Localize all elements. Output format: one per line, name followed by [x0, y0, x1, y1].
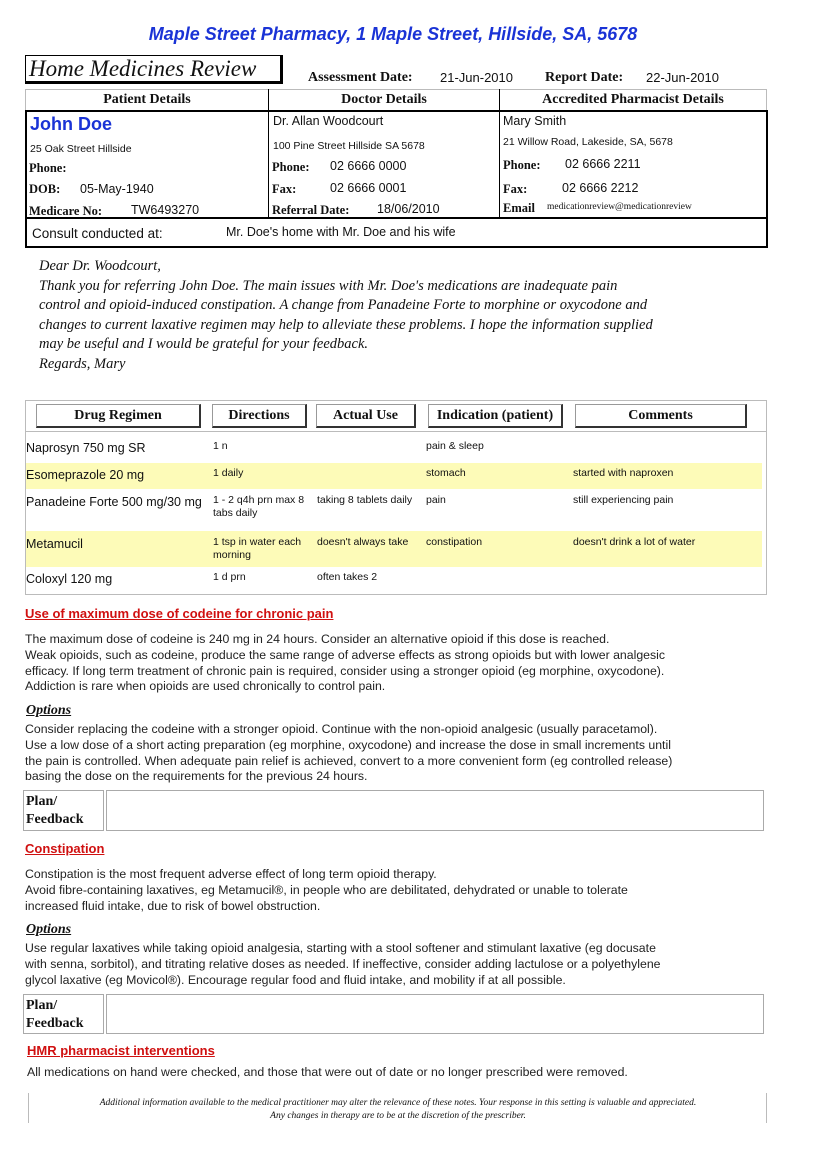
assessment-date-label: Assessment Date: [308, 70, 413, 85]
plan-feedback-label-cell [23, 994, 104, 1034]
text-line: increased fluid intake, due to risk of bowel obstruction. [25, 898, 321, 913]
constipation-feedback-field[interactable] [106, 994, 764, 1034]
plan-feedback-label-cell [23, 790, 104, 831]
text-line: Constipation is the most frequent adverse effect of long term opioid therapy. [25, 867, 437, 881]
codeine-body [25, 632, 665, 695]
column-header-indication: Indication (patient) [428, 404, 563, 428]
interventions-text: All medications on hand were checked, and those that were out of date or no longer prescribed were removed. [27, 1065, 628, 1079]
constipation-section-title: Constipation [25, 841, 105, 856]
drug-name: Naprosyn 750 mg SR [26, 441, 146, 455]
doctor-fax-label: Fax: [272, 182, 297, 196]
codeine-section-title: Use of maximum dose of codeine for chronic pain [25, 606, 334, 621]
footer-disclaimer [30, 1097, 766, 1122]
pharmacist-fax: 02 6666 2212 [562, 181, 639, 195]
drug-comments: doesn't drink a lot of water [573, 536, 696, 548]
drug-directions: 1 tsp in water each morning [213, 536, 302, 561]
text-line: basing the dose on the requirements for the previous 24 hours. [25, 769, 368, 784]
table-row [26, 463, 762, 489]
text-line: with senna, sorbitol), and titrating relative doses as needed. If ineffective, consider adding lactulose or a polyethylene [25, 956, 661, 971]
feedback-label: Feedback [26, 1016, 84, 1031]
text-line: Consider replacing the codeine with a stronger opioid. Continue with the non-opioid analgesic (usually paracetamol). [25, 722, 658, 736]
letter-signoff: Regards, Mary [39, 355, 126, 372]
column-header-comments: Comments [575, 404, 747, 428]
constipation-body [25, 867, 628, 914]
plan-label: Plan/ [26, 998, 58, 1013]
drug-name: Metamucil [26, 537, 83, 551]
doctor-details-header: Doctor Details [341, 92, 427, 107]
plan-label: Plan/ [26, 794, 58, 809]
footer-line: Any changes in therapy are to be at the discretion of the prescriber. [270, 1110, 526, 1121]
assessment-date: 21-Jun-2010 [440, 70, 513, 85]
interventions-section-title: HMR pharmacist interventions [27, 1043, 215, 1058]
drug-actual-use: often takes 2 [317, 571, 378, 583]
drug-name: Panadeine Forte 500 mg/30 mg [26, 495, 202, 509]
drug-actual-use: doesn't always take [317, 536, 409, 548]
letter-salutation: Dear Dr. Woodcourt, [39, 258, 161, 274]
letter-line: changes to current laxative regimen may help to alleviate these problems. I hope the information supplied [39, 316, 653, 333]
pharmacy-title: Maple Street Pharmacy, 1 Maple Street, Hillside, SA, 5678 [148, 24, 638, 44]
drug-indication: stomach [426, 467, 466, 479]
drug-directions: 1 n [213, 440, 228, 452]
drug-indication: constipation [426, 536, 483, 548]
drug-indication: pain [426, 494, 446, 506]
text-line: efficacy. If long term treatment of chronic pain is required, consider using a stronger opioid (eg morphine, oxycodone). [25, 663, 665, 678]
feedback-label: Feedback [26, 812, 84, 827]
document-title: Home Medicines Review [29, 56, 257, 81]
drug-comments: started with naproxen [573, 467, 674, 479]
patient-dob-label: DOB: [29, 182, 61, 196]
report-date: 22-Jun-2010 [646, 70, 719, 85]
drug-name: Esomeprazole 20 mg [26, 468, 145, 482]
patient-name: John Doe [30, 114, 113, 134]
column-header-drug: Drug Regimen [36, 404, 201, 428]
patient-address: 25 Oak Street Hillside [30, 143, 132, 155]
referral-date: 18/06/2010 [377, 202, 440, 216]
table-row [26, 568, 762, 592]
cover-letter [39, 257, 779, 375]
text-line: glycol laxative (eg Movicol®). Encourage regular food and fluid intake, and mobility if at all possible. [25, 972, 566, 987]
patient-dob: 05-May-1940 [80, 182, 154, 196]
text-line: Use regular laxatives while taking opioid analgesia, starting with a stool softener and stimulant laxative (eg docusate [25, 941, 656, 955]
text-line: Avoid fibre-containing laxatives, eg Metamucil®, in people who are debilitated, dehydrated or unable to tolerate [25, 882, 628, 897]
drug-actual-use: taking 8 tablets daily [317, 494, 413, 506]
doctor-phone-label: Phone: [272, 160, 310, 174]
constipation-options-title: Options [26, 922, 72, 937]
codeine-options-body [25, 722, 672, 785]
codeine-options-title: Options [26, 703, 72, 718]
doctor-address: 100 Pine Street Hillside SA 5678 [273, 140, 425, 152]
drug-indication: pain & sleep [426, 440, 484, 452]
document-title-box [25, 55, 283, 84]
referral-date-label: Referral Date: [272, 203, 350, 217]
report-date-label: Report Date: [545, 70, 624, 85]
table-row [26, 490, 762, 530]
column-header-directions: Directions [212, 404, 307, 428]
medicare-label: Medicare No: [29, 204, 103, 218]
pharmacist-email: medicationreview@medicationreview [547, 202, 692, 212]
doctor-name: Dr. Allan Woodcourt [273, 114, 384, 128]
medicare-number: TW6493270 [131, 203, 200, 217]
table-row [26, 436, 762, 462]
drug-directions: 1 - 2 q4h prn max 8 tabs daily [213, 494, 305, 519]
footer-line: Additional information available to the medical practitioner may alter the relevance of these notes. Your response in this setting is valuable and appreciated. [99, 1098, 697, 1108]
text-line: Use a low dose of a short acting preparation (eg morphine, oxycodone) and increase the dose in small increments until [25, 737, 671, 752]
consult-label: Consult conducted at: [32, 226, 163, 241]
doctor-fax: 02 6666 0001 [330, 181, 407, 195]
pharmacist-phone-label: Phone: [503, 158, 541, 172]
drug-comments: still experiencing pain [573, 494, 674, 506]
codeine-feedback-field[interactable] [106, 790, 764, 831]
letter-line: Thank you for referring John Doe. The main issues with Mr. Doe's medications are inadequate pain [39, 277, 618, 294]
pharmacist-name: Mary Smith [503, 114, 567, 128]
patient-details-header: Patient Details [103, 92, 191, 107]
drug-directions: 1 daily [213, 467, 244, 479]
pharmacist-fax-label: Fax: [503, 182, 528, 196]
text-line: the pain is controlled. When adequate pain relief is achieved, convert to a more convenient form (eg controlled release) [25, 753, 673, 768]
constipation-options-body [25, 941, 661, 988]
drug-name: Coloxyl 120 mg [26, 572, 113, 586]
patient-phone-label: Phone: [29, 161, 67, 175]
letter-line: may be useful and I would be grateful for your feedback. [39, 336, 369, 353]
doctor-phone: 02 6666 0000 [330, 159, 407, 173]
drug-directions: 1 d prn [213, 571, 246, 583]
text-line: Weak opioids, such as codeine, produce the same range of adverse effects as strong opioids but with lower analgesic [25, 647, 666, 662]
letter-line: control and opioid-induced constipation. A change from Panadeine Forte to morphine or oxycodone and [39, 297, 648, 314]
consult-value: Mr. Doe's home with Mr. Doe and his wife [226, 225, 456, 239]
column-header-actual-use: Actual Use [316, 404, 416, 428]
table-row [26, 531, 762, 567]
pharmacist-phone: 02 6666 2211 [565, 157, 641, 171]
pharmacist-email-label: Email [503, 201, 535, 215]
text-line: The maximum dose of codeine is 240 mg in 24 hours. Consider an alternative opioid if this dose is reached. [25, 632, 610, 646]
pharmacist-address: 21 Willow Road, Lakeside, SA, 5678 [503, 136, 673, 148]
text-line: Addiction is rare when opioids are used chronically to control pain. [25, 679, 386, 694]
pharmacist-details-header: Accredited Pharmacist Details [542, 92, 724, 107]
